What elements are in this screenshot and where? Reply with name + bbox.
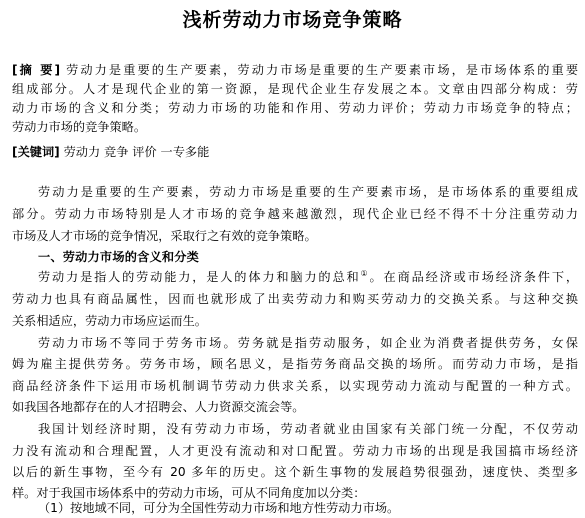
s1-p3-line-2: 力没有流动和合理配置，人才更没有流动和对口配置。劳动力市场的出现是我国搞市场经济 (12, 444, 578, 458)
intro-line-1: 劳动力是重要的生产要素，劳动力市场是重要的生产要素市场，是市场体系的重要组成 (38, 185, 578, 199)
intro-line-2: 部分。劳动力市场特别是人才市场的竞争越来越激烈，现代企业已经不得不十分注重劳动力 (12, 207, 578, 221)
abstract-line-3: 动力市场的含义和分类；劳动力市场的功能和作用、劳动力评价；劳动力市场竞争的特点； (12, 101, 578, 115)
keywords-line (12, 143, 578, 161)
s1-p1-line-2: 劳动力也具有商品属性，因而也就形成了出卖劳动力和购买劳动力的交换关系。与这种交换 (12, 292, 578, 306)
s1-p2-line-1: 劳动力市场不等同于劳务市场。劳务就是指劳动服务，如企业为消费者提供劳务，女保 (38, 336, 578, 350)
s1-p2-line-3: 商品经济条件下运用市场机制调节劳动力供求关系，以实现劳动力流动与配置的一种方式。 (12, 379, 578, 393)
intro-line-3: 市场及人才市场的竞争情况，采取行之有效的竞争策略。 (12, 229, 317, 243)
s1-p3-line-3: 以后的新生事物，至今有 20 多年的历史。这个新生事物的发展趋势很强劲，速度快、类型多 (12, 465, 578, 479)
document-title: 浅析劳动力市场竞争策略 (182, 9, 403, 31)
s1-p2-line-2: 姆为雇主提供劳务。劳务市场，顾名思义，是指劳务商品交换的场所。而劳动力市场，是指 (12, 357, 578, 371)
abstract-line-4: 劳动力市场的竞争策略。 (12, 120, 147, 134)
footnote-marker: ① (360, 268, 370, 278)
section-heading: 一、劳动力市场的含义和分类 (38, 250, 200, 264)
abstract-line-2: 组成部分。人才是现代企业的第一资源，是现代企业生存发展之本。文章由四部分构成：劳 (12, 82, 578, 96)
s1-p3-line-1: 我国计划经济时期，没有劳动力市场，劳动者就业由国家有关部门统一分配，不仅劳动 (38, 422, 578, 436)
keywords-text: 劳动力 竞争 评价 一专多能 (63, 145, 210, 159)
s1-p2-line-4: 如我国各地都存在的人才招聘会、人力资源交流会等。 (12, 400, 305, 414)
abstract-label: [摘 要] (12, 63, 61, 77)
s1-p1-line-1 (38, 268, 578, 286)
abstract-text: 劳动力是重要的生产要素，劳动力市场是重要的生产要素市场，是市场体系的重要 (66, 63, 578, 77)
abstract-line-1 (12, 61, 578, 79)
s1-p1-line-3: 关系相适应，劳动力市场应运而生。 (12, 314, 207, 328)
s1-p1-text-b: 。在商品经济或市场经济条件下， (369, 270, 578, 284)
s1-p1-text-a: 劳动力是指人的劳动能力，是人的体力和脑力的总和 (38, 270, 361, 284)
keywords-label: [关键词] (12, 145, 60, 159)
s1-p3-line-4: 样。对于我国市场体系中的劳动力市场，可从不同角度加以分类： (12, 486, 366, 500)
list-item-1: （1）按地域不同，可分为全国性劳动力市场和地方性劳动力市场。 (38, 501, 400, 515)
